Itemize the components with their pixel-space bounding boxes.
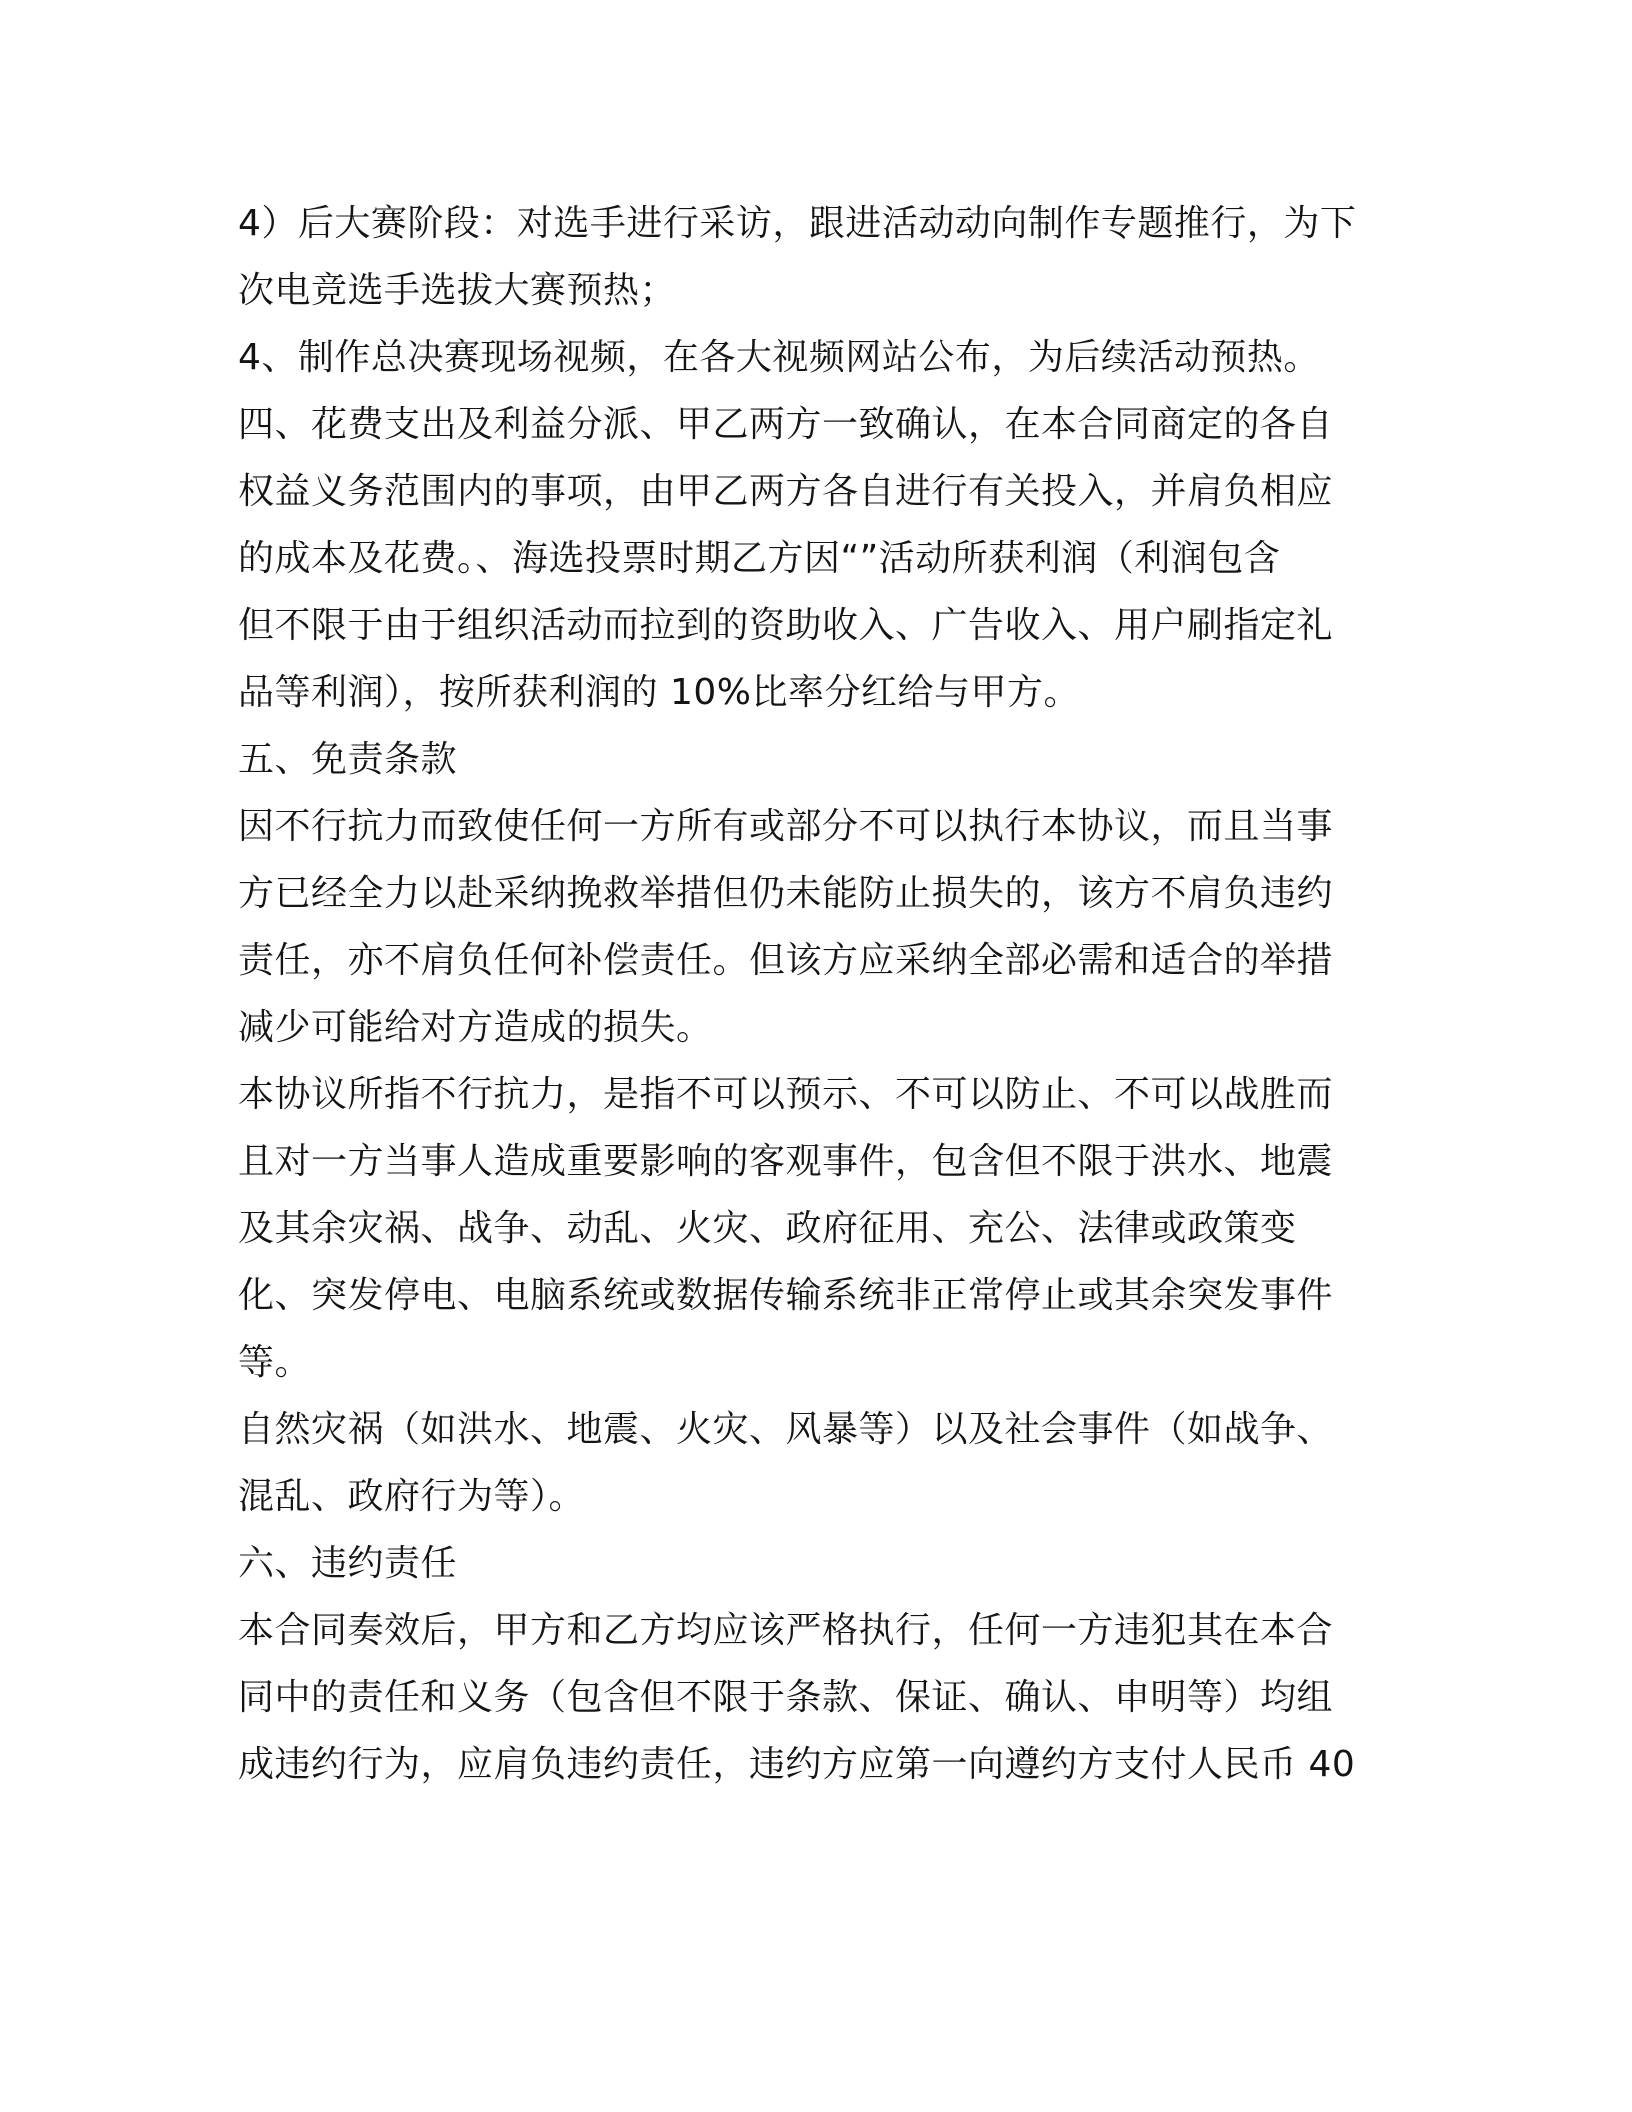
text-line: 的成本及花费。、海选投票时期乙方因“”活动所获利润（利润包含 bbox=[238, 538, 1281, 579]
section-heading: 五、免责条款 bbox=[238, 739, 458, 780]
text-line: 成违约行为，应肩负违约责任，违约方应第一向遵约方支付人民币 40 bbox=[238, 1744, 1356, 1785]
text-line: 减少可能给对方造成的损失。 bbox=[238, 1007, 713, 1048]
text-line: 方已经全力以赴采纳挽救举措但仍未能防止损失的，该方不肩负违约 bbox=[238, 873, 1334, 914]
text-line: 责任，亦不肩负任何补偿责任。但该方应采纳全部必需和适合的举措 bbox=[238, 940, 1334, 981]
text-line: 四、花费支出及利益分派、甲乙两方一致确认，在本合同商定的各自 bbox=[238, 404, 1334, 445]
text-line: 自然灾祸（如洪水、地震、火灾、风暴等）以及社会事件（如战争、 bbox=[238, 1409, 1334, 1450]
text-line: 但不限于由于组织活动而拉到的资助收入、广告收入、用户刷指定礼 bbox=[238, 605, 1334, 646]
text-line: 且对一方当事人造成重要影响的客观事件，包含但不限于洪水、地震 bbox=[238, 1141, 1334, 1182]
text-line: 4、制作总决赛现场视频，在各大视频网站公布，为后续活动预热。 bbox=[238, 337, 1320, 378]
text-line: 本合同奏效后，甲方和乙方均应该严格执行，任何一方违犯其在本合 bbox=[238, 1610, 1334, 1651]
text-line: 权益义务范围内的事项，由甲乙两方各自进行有关投入，并肩负相应 bbox=[238, 471, 1334, 512]
text-line: 因不行抗力而致使任何一方所有或部分不可以执行本协议，而且当事 bbox=[238, 806, 1334, 847]
text-line: 次电竞选手选拔大赛预热； bbox=[238, 270, 677, 311]
document-body bbox=[238, 190, 1408, 1798]
text-line: 等。 bbox=[238, 1342, 312, 1383]
text-line: 同中的责任和义务（包含但不限于条款、保证、确认、申明等）均组 bbox=[238, 1677, 1334, 1718]
text-line: 品等利润），按所获利润的 10%比率分红给与甲方。 bbox=[238, 672, 1080, 713]
text-line: 混乱、政府行为等）。 bbox=[238, 1476, 586, 1517]
text-line: 及其余灾祸、战争、动乱、火灾、政府征用、充公、法律或政策变 bbox=[238, 1208, 1297, 1249]
section-heading: 六、违约责任 bbox=[238, 1543, 458, 1584]
text-line: 本协议所指不行抗力，是指不可以预示、不可以防止、不可以战胜而 bbox=[238, 1074, 1334, 1115]
text-line: 化、突发停电、电脑系统或数据传输系统非正常停止或其余突发事件 bbox=[238, 1275, 1334, 1316]
text-line: 4）后大赛阶段：对选手进行采访，跟进活动动向制作专题推行，为下 bbox=[238, 203, 1357, 244]
